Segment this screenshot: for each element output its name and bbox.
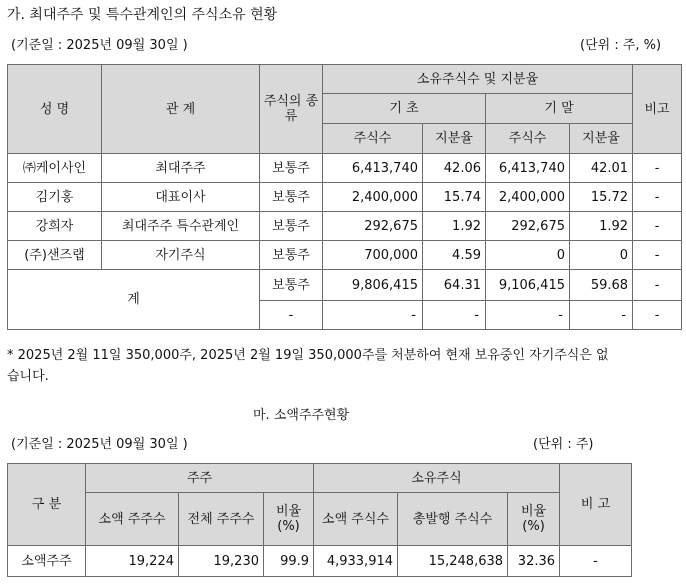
minor-shareholders-table: [7, 463, 632, 577]
cell-minor-shares: 4,933,914: [314, 546, 398, 577]
cell-remark: -: [560, 546, 632, 577]
cell-type: -: [260, 301, 323, 330]
cell-type: 보통주: [260, 183, 323, 212]
cell-relation: 최대주주: [102, 154, 260, 183]
cell-begin-ratio: 64.31: [423, 270, 486, 301]
cell-begin-shares: 9,806,415: [323, 270, 423, 301]
header-end: 기 말: [486, 94, 633, 124]
header-end-ratio: 지분율: [570, 124, 633, 154]
cell-begin-ratio: 4.59: [423, 241, 486, 270]
cell-category: 소액주주: [8, 546, 86, 577]
table-row: [8, 546, 632, 577]
header-ratio-2: 비율 (%): [508, 493, 560, 546]
cell-begin-shares: 6,413,740: [323, 154, 423, 183]
cell-relation: 최대주주 특수관계인: [102, 212, 260, 241]
cell-begin-shares: 700,000: [323, 241, 423, 270]
cell-begin-ratio: 15.74: [423, 183, 486, 212]
cell-begin-ratio: -: [423, 301, 486, 330]
table-row: [8, 241, 682, 270]
cell-end-ratio: -: [570, 301, 633, 330]
table-row: [8, 183, 682, 212]
cell-remark: -: [633, 241, 682, 270]
cell-end-ratio: 42.01: [570, 154, 633, 183]
cell-end-ratio: 1.92: [570, 212, 633, 241]
cell-end-shares: 0: [486, 241, 570, 270]
cell-end-shares: 9,106,415: [486, 270, 570, 301]
header-minor-holders: 소액 주주수: [86, 493, 179, 546]
cell-end-shares: 292,675: [486, 212, 570, 241]
cell-total-holders: 19,230: [179, 546, 264, 577]
cell-relation: 대표이사: [102, 183, 260, 212]
cell-begin-shares: -: [323, 301, 423, 330]
header-ownership: 소유주식수 및 지분율: [323, 65, 633, 94]
table-row: [8, 212, 682, 241]
cell-name: (주)샌즈랩: [8, 241, 102, 270]
cell-remark: -: [633, 183, 682, 212]
total-label: 계: [8, 270, 260, 330]
cell-remark: -: [633, 301, 682, 330]
section-title-major-shareholders: 가. 최대주주 및 특수관계인의 주식소유 현황: [7, 7, 278, 23]
base-date: (기준일 : 2025년 09월 30일 ): [11, 38, 188, 53]
cell-name: 강희자: [8, 212, 102, 241]
cell-remark: -: [633, 154, 682, 183]
header-begin: 기 초: [323, 94, 486, 124]
header-end-shares: 주식수: [486, 124, 570, 154]
cell-issued-shares: 15,248,638: [398, 546, 508, 577]
header-owned-stock: 소유주식: [314, 464, 560, 493]
header-begin-shares: 주식수: [323, 124, 423, 154]
header-category: 구 분: [8, 464, 86, 546]
base-date: (기준일 : 2025년 09월 30일 ): [11, 437, 188, 452]
footnote: * 2025년 2월 11일 350,000주, 2025년 2월 19일 350,000주를 처분하여 현재 보유중인 자기주식은 없습니다.: [7, 348, 609, 384]
total-row: [8, 270, 682, 301]
cell-relation: 자기주식: [102, 241, 260, 270]
header-stock-type: 주식의 종류: [260, 65, 323, 154]
cell-end-shares: 6,413,740: [486, 154, 570, 183]
cell-end-ratio: 59.68: [570, 270, 633, 301]
cell-begin-shares: 292,675: [323, 212, 423, 241]
unit-label: (단위 : 주): [533, 437, 594, 452]
header-minor-shares: 소액 주식수: [314, 493, 398, 546]
cell-remark: -: [633, 212, 682, 241]
header-remark: 비고: [633, 65, 682, 154]
cell-begin-shares: 2,400,000: [323, 183, 423, 212]
cell-type: 보통주: [260, 212, 323, 241]
cell-end-ratio: 0: [570, 241, 633, 270]
header-issued-shares: 총발행 주식수: [398, 493, 508, 546]
unit-label: (단위 : 주, %): [580, 38, 662, 53]
cell-end-ratio: 15.72: [570, 183, 633, 212]
header-shareholders: 주주: [86, 464, 314, 493]
cell-name: 김기홍: [8, 183, 102, 212]
major-shareholders-table: [7, 64, 682, 330]
cell-type: 보통주: [260, 241, 323, 270]
cell-type: 보통주: [260, 154, 323, 183]
cell-type: 보통주: [260, 270, 323, 301]
cell-name: ㈜케이사인: [8, 154, 102, 183]
section-title-minor-shareholders: 마. 소액주주현황: [253, 408, 350, 423]
header-relation: 관 계: [102, 65, 260, 154]
header-name: 성 명: [8, 65, 102, 154]
cell-minor-holders: 19,224: [86, 546, 179, 577]
header-ratio: 비율 (%): [264, 493, 314, 546]
header-total-holders: 전체 주주수: [179, 493, 264, 546]
header-begin-ratio: 지분율: [423, 124, 486, 154]
cell-begin-ratio: 42.06: [423, 154, 486, 183]
cell-ratio: 99.9: [264, 546, 314, 577]
header-remark: 비 고: [560, 464, 632, 546]
table-row: [8, 154, 682, 183]
cell-begin-ratio: 1.92: [423, 212, 486, 241]
cell-end-shares: 2,400,000: [486, 183, 570, 212]
cell-end-shares: -: [486, 301, 570, 330]
cell-ratio-2: 32.36: [508, 546, 560, 577]
cell-remark: -: [633, 270, 682, 301]
